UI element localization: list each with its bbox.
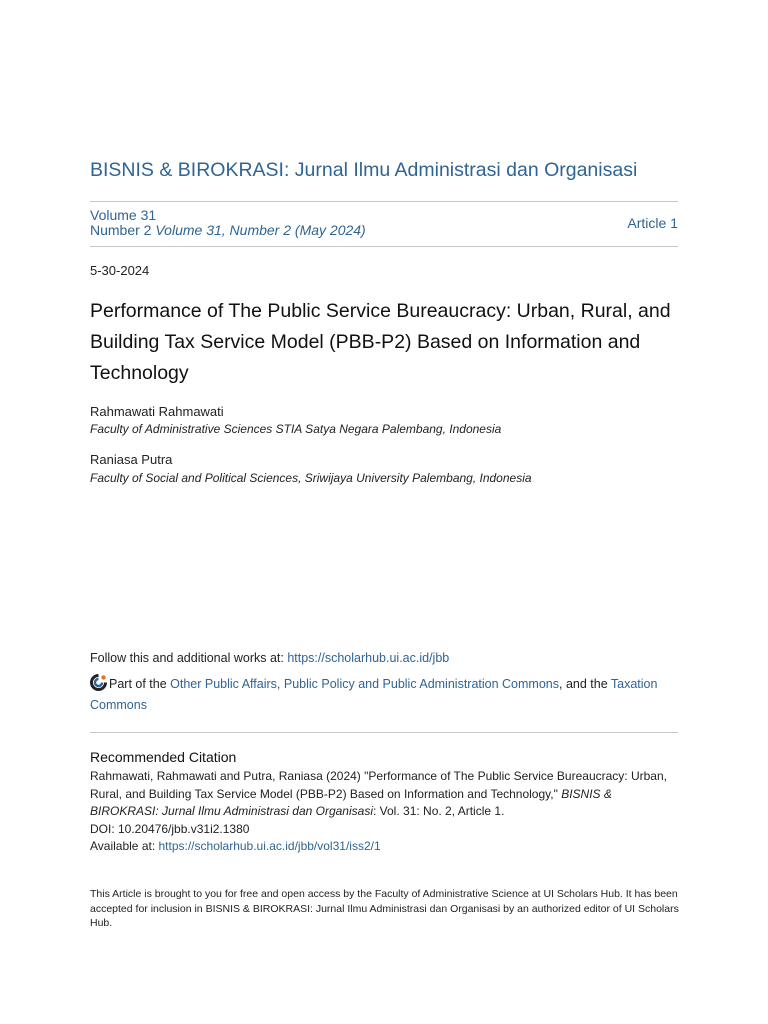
issue-link[interactable]: Volume 31, Number 2 (May 2024) [155,222,366,238]
part-of-line [90,674,680,716]
citation-volume: : Vol. 31: No. 2, Article 1. [373,804,505,818]
publication-date: 5-30-2024 [90,263,150,278]
commons-link-public-affairs[interactable]: Other Public Affairs, Public Policy and Public Administration Commons [170,677,559,691]
follow-line [90,651,449,665]
paper-title: Performance of The Public Service Bureaucracy: Urban, Rural, and Building Tax Service Model (PBB-P2) Based on Information and Technology [90,300,671,384]
part-of-middle: , and the [559,677,611,691]
author-affiliation-2: Faculty of Social and Political Sciences, Sriwijaya University Palembang, Indonesia [90,471,532,485]
divider-citation [90,732,678,733]
volume-block [90,208,590,238]
volume-link[interactable]: Volume 31 [90,207,157,223]
citation-available-prefix: Available at: [90,839,159,853]
citation-text: Rahmawati, Rahmawati and Putra, Raniasa (2024) "Performance of The Public Service Bureaucracy: Urban, Rural, and Building Tax Service Model (PBB-P2) Based on Information and Technology," [90,769,667,801]
footer-notice: This Article is brought to you for free and open access by the Faculty of Administrative Science at UI Scholars Hub. It has been accepted for inclusion in BISNIS & BIROKRASI: Jurnal Ilmu Administrasi dan Organisasi by an authorized editor of UI Scholars Hub. [90,888,679,929]
follow-link[interactable]: https://scholarhub.ui.ac.id/jbb [287,651,450,665]
citation-doi: DOI: 10.20476/jbb.v31i2.1380 [90,821,250,836]
part-of-prefix: Part of the [109,677,171,691]
author-affiliation-1: Faculty of Administrative Sciences STIA Satya Negara Palembang, Indonesia [90,422,502,436]
journal-title-link[interactable]: BISNIS & BIROKRASI: Jurnal Ilmu Administrasi dan Organisasi [90,159,638,181]
citation-block [90,768,680,856]
author-name-1: Rahmawati Rahmawati [90,404,224,419]
number-link[interactable]: Number 2 [90,222,152,238]
author-name-2: Raniasa Putra [90,452,173,467]
article-number-link[interactable]: Article 1 [627,215,678,231]
divider-mid [90,246,678,247]
citation-available-link[interactable]: https://scholarhub.ui.ac.id/jbb/vol31/iss2/1 [158,839,381,853]
citation-journal: BISNIS & BIROKRASI: Jurnal Ilmu Administrasi dan Organisasi [90,786,612,818]
follow-text: Follow this and additional works at: [90,651,288,665]
commons-link-taxation[interactable]: Taxation Commons [90,677,658,712]
divider-top [90,201,678,202]
network-commons-icon [90,674,107,691]
recommended-citation-heading: Recommended Citation [90,749,237,765]
